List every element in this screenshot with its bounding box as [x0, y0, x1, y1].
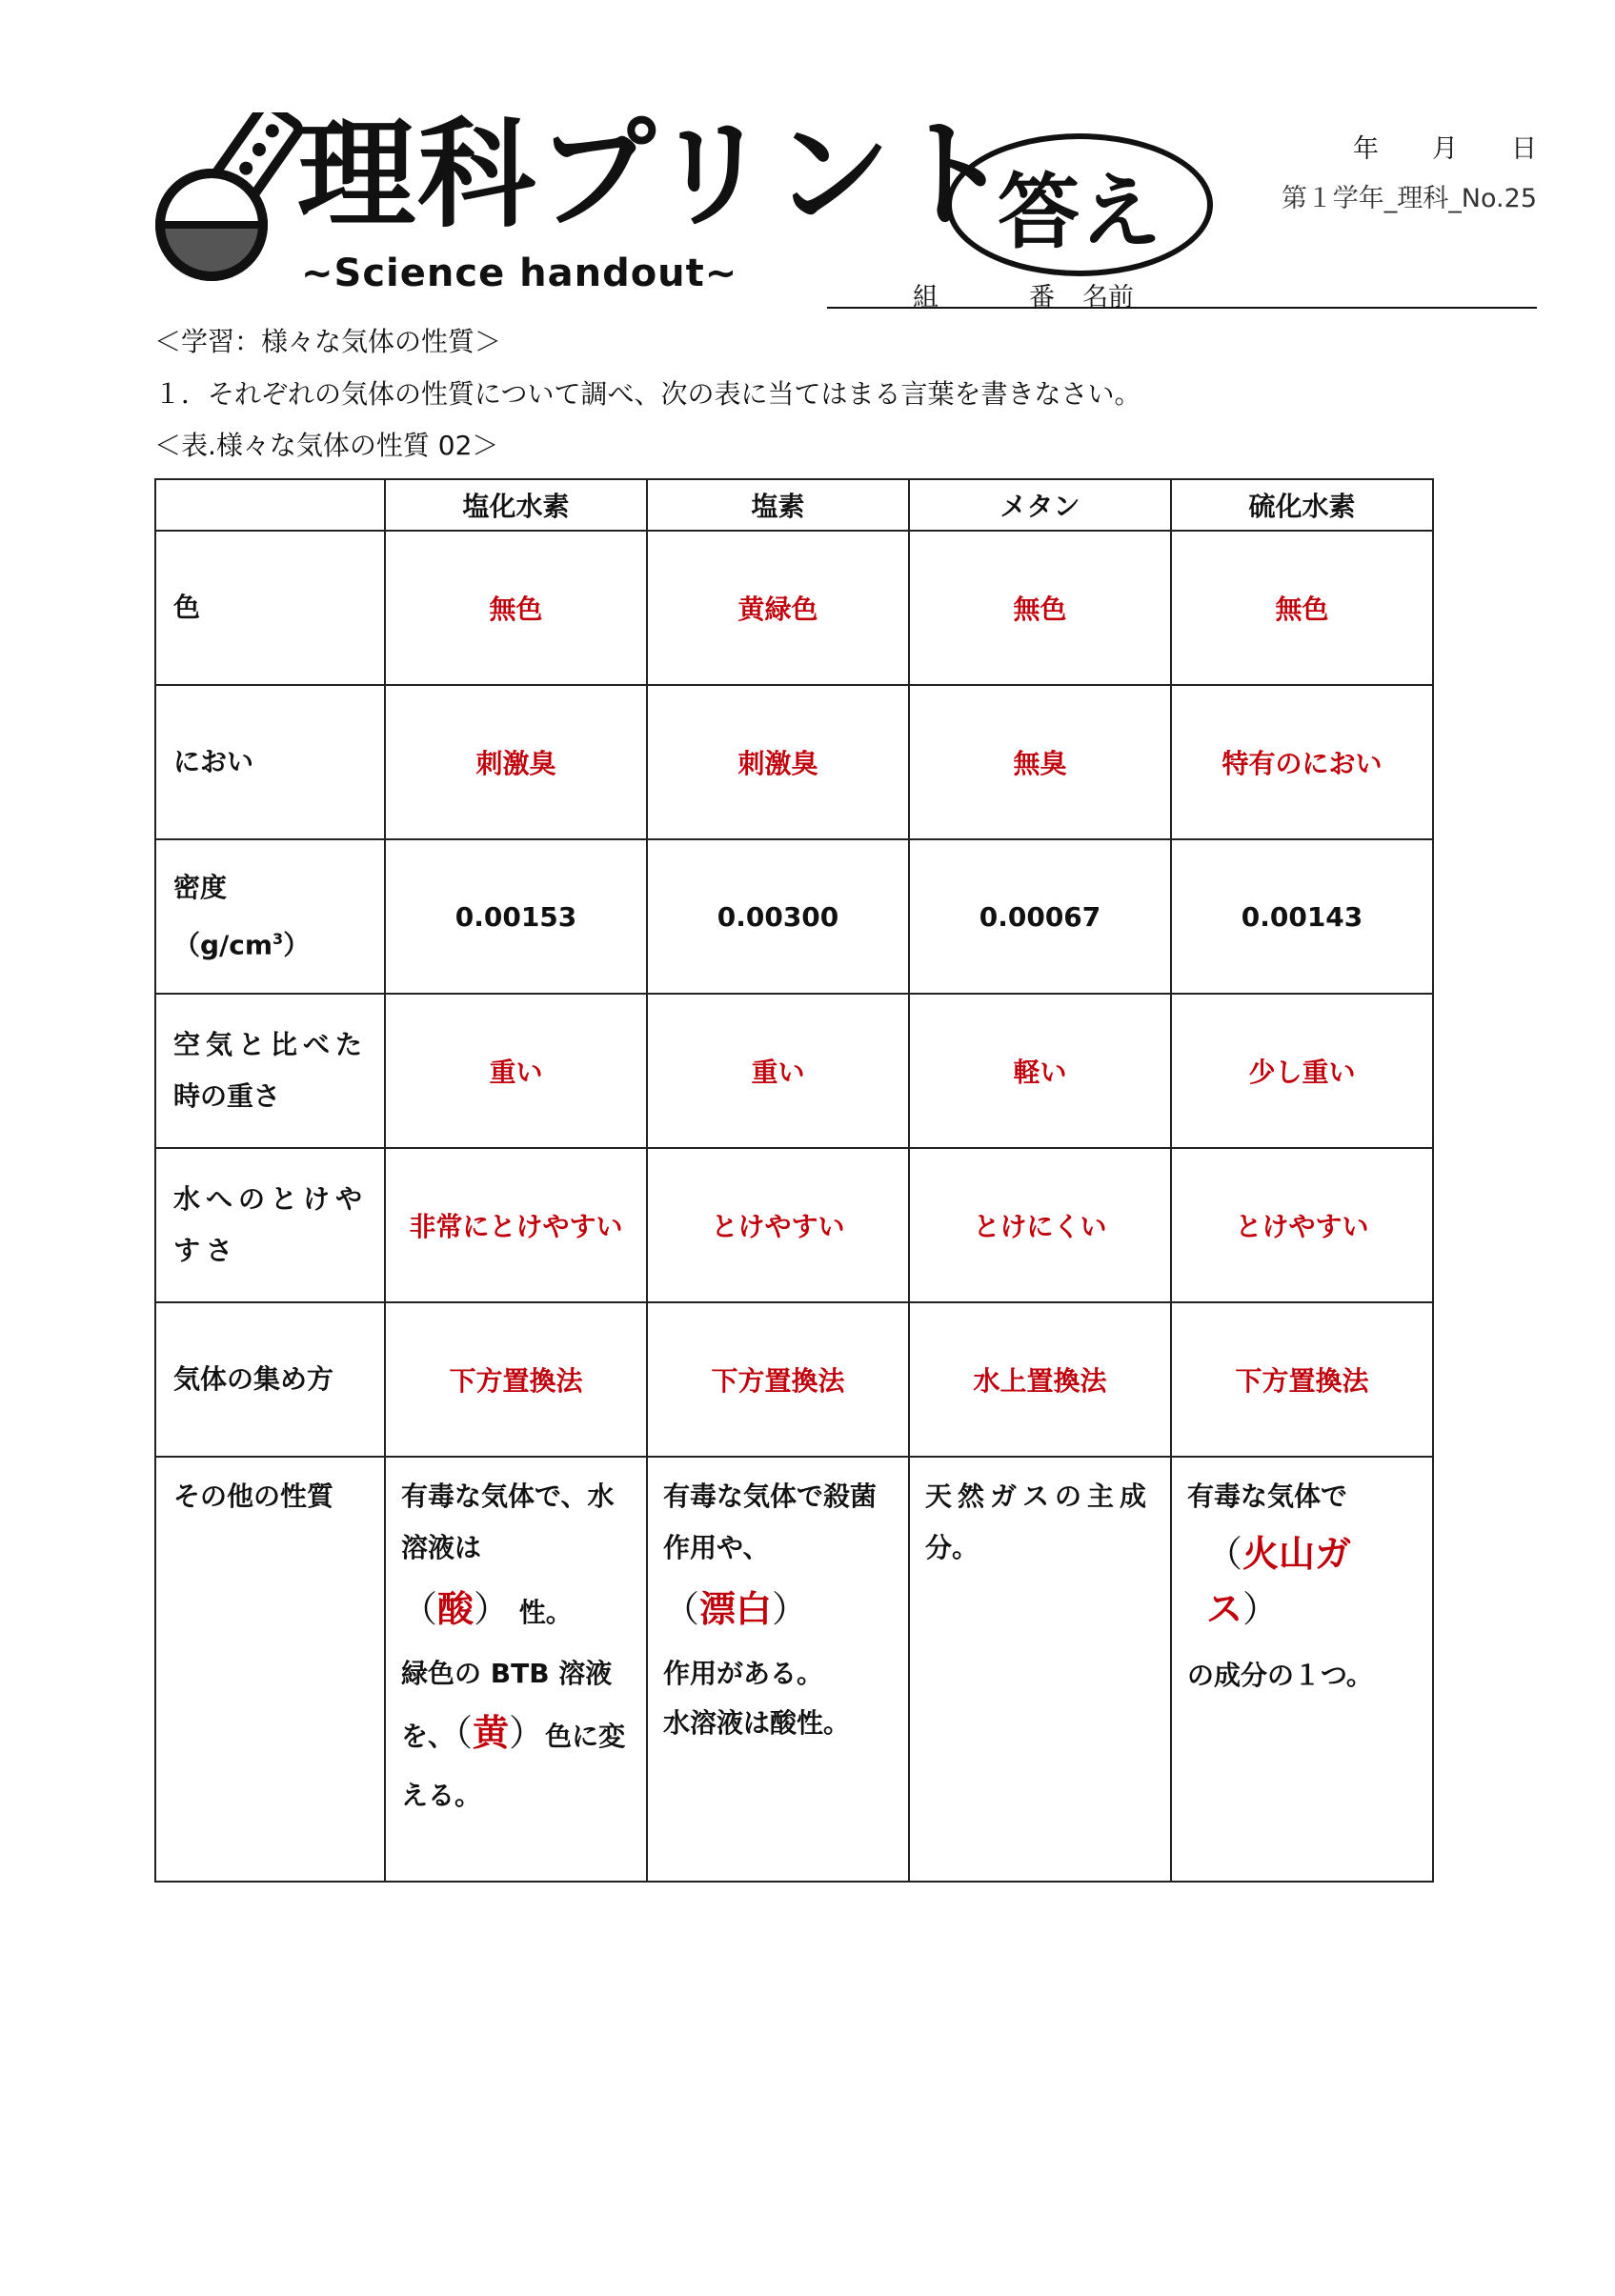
class-label: 組: [913, 283, 939, 312]
cell-weight-chlorine: 重い: [647, 994, 909, 1148]
row-label-solubility: 水へのとけや すさ: [155, 1148, 385, 1302]
col-header-h2s: 硫化水素: [1171, 479, 1433, 531]
cell-weight-h2s: 少し重い: [1171, 994, 1433, 1148]
flask-icon: [152, 112, 305, 284]
corner-cell: [155, 479, 385, 531]
row-label-collection: 気体の集め方: [155, 1302, 385, 1457]
name-line[interactable]: [827, 276, 1537, 312]
cell-density-h2s: 0.00143: [1171, 839, 1433, 994]
cell-color-chlorine: 黄緑色: [647, 531, 909, 685]
name-label: 名前: [1082, 283, 1134, 312]
cell-odor-methane: 無臭: [909, 685, 1171, 839]
cell-solubility-h2s: とけやすい: [1171, 1148, 1433, 1302]
row-other: [155, 1457, 1433, 1882]
study-heading: ＜学習：様々な気体の性質＞: [154, 326, 502, 357]
row-odor: [155, 685, 1433, 839]
cell-collection-methane: 水上置換法: [909, 1302, 1171, 1457]
cell-color-h2s: 無色: [1171, 531, 1433, 685]
row-label-density: [155, 839, 385, 994]
date-month-label: 月: [1432, 134, 1458, 164]
cell-other-hcl: 有毒な気体で、水 溶液は （酸） 性。 緑色の BTB 溶液 を、（黄）色に変 える。: [385, 1457, 647, 1882]
density-label-line2: $(g/cm^3)$: [173, 929, 311, 961]
cell-collection-h2s: 下方置換法: [1171, 1302, 1433, 1457]
row-label-odor: におい: [155, 685, 385, 839]
row-weight: [155, 994, 1433, 1148]
cell-weight-methane: 軽い: [909, 994, 1171, 1148]
logo: [152, 107, 1014, 303]
row-density: [155, 839, 1433, 994]
answer-volcanic-gas: 火山ガス: [1206, 1533, 1352, 1630]
number-label: 番: [1029, 283, 1055, 312]
cell-density-methane: 0.00067: [909, 839, 1171, 994]
print-id: 第１学年_理科_No.25: [1281, 184, 1537, 213]
cell-collection-hcl: 下方置換法: [385, 1302, 647, 1457]
cell-odor-h2s: 特有のにおい: [1171, 685, 1433, 839]
answer-bleach: 漂白: [699, 1588, 773, 1630]
logo-subtitle: ~Science handout~: [301, 252, 738, 295]
table-header-row: [155, 479, 1433, 531]
date-day-label: 日: [1511, 134, 1537, 164]
cell-collection-chlorine: 下方置換法: [647, 1302, 909, 1457]
table-caption: ＜表.様々な気体の性質 02＞: [154, 430, 499, 461]
density-label-line1: 密度: [173, 871, 228, 903]
row-label-other: その他の性質: [155, 1457, 385, 1882]
logo-title: 理科プリント: [297, 107, 1014, 244]
cell-other-methane: 天然ガスの主成 分。: [909, 1457, 1171, 1882]
cell-color-hcl: 無色: [385, 531, 647, 685]
col-header-methane: メタン: [909, 479, 1171, 531]
col-header-hcl: 塩化水素: [385, 479, 647, 531]
row-solubility: [155, 1148, 1433, 1302]
cell-solubility-methane: とけにくい: [909, 1148, 1171, 1302]
answer-yellow: 黄: [473, 1712, 510, 1754]
row-label-weight: 空気と比べた 時の重さ: [155, 994, 385, 1148]
answer-acid: 酸: [437, 1588, 474, 1630]
cell-other-chlorine: 有毒な気体で殺菌 作用や、 （漂白） 作用がある。 水溶液は酸性。: [647, 1457, 909, 1882]
cell-color-methane: 無色: [909, 531, 1171, 685]
gas-properties-table: [154, 478, 1434, 1883]
cell-weight-hcl: 重い: [385, 994, 647, 1148]
question-text: １．それぞれの気体の性質について調べ、次の表に当てはまる言葉を書きなさい。: [154, 378, 1141, 410]
answer-badge: 答え: [946, 133, 1213, 276]
cell-density-chlorine: 0.00300: [647, 839, 909, 994]
row-collection: [155, 1302, 1433, 1457]
cell-odor-hcl: 刺激臭: [385, 685, 647, 839]
date-year-label: 年: [1353, 134, 1379, 164]
date-line: [1353, 128, 1537, 165]
row-color: [155, 531, 1433, 685]
cell-solubility-chlorine: とけやすい: [647, 1148, 909, 1302]
cell-density-hcl: 0.00153: [385, 839, 647, 994]
cell-solubility-hcl: 非常にとけやすい: [385, 1148, 647, 1302]
cell-other-h2s: 有毒な気体で （火山ガス） の成分の１つ。: [1171, 1457, 1433, 1882]
row-label-color: 色: [155, 531, 385, 685]
cell-odor-chlorine: 刺激臭: [647, 685, 909, 839]
col-header-chlorine: 塩素: [647, 479, 909, 531]
